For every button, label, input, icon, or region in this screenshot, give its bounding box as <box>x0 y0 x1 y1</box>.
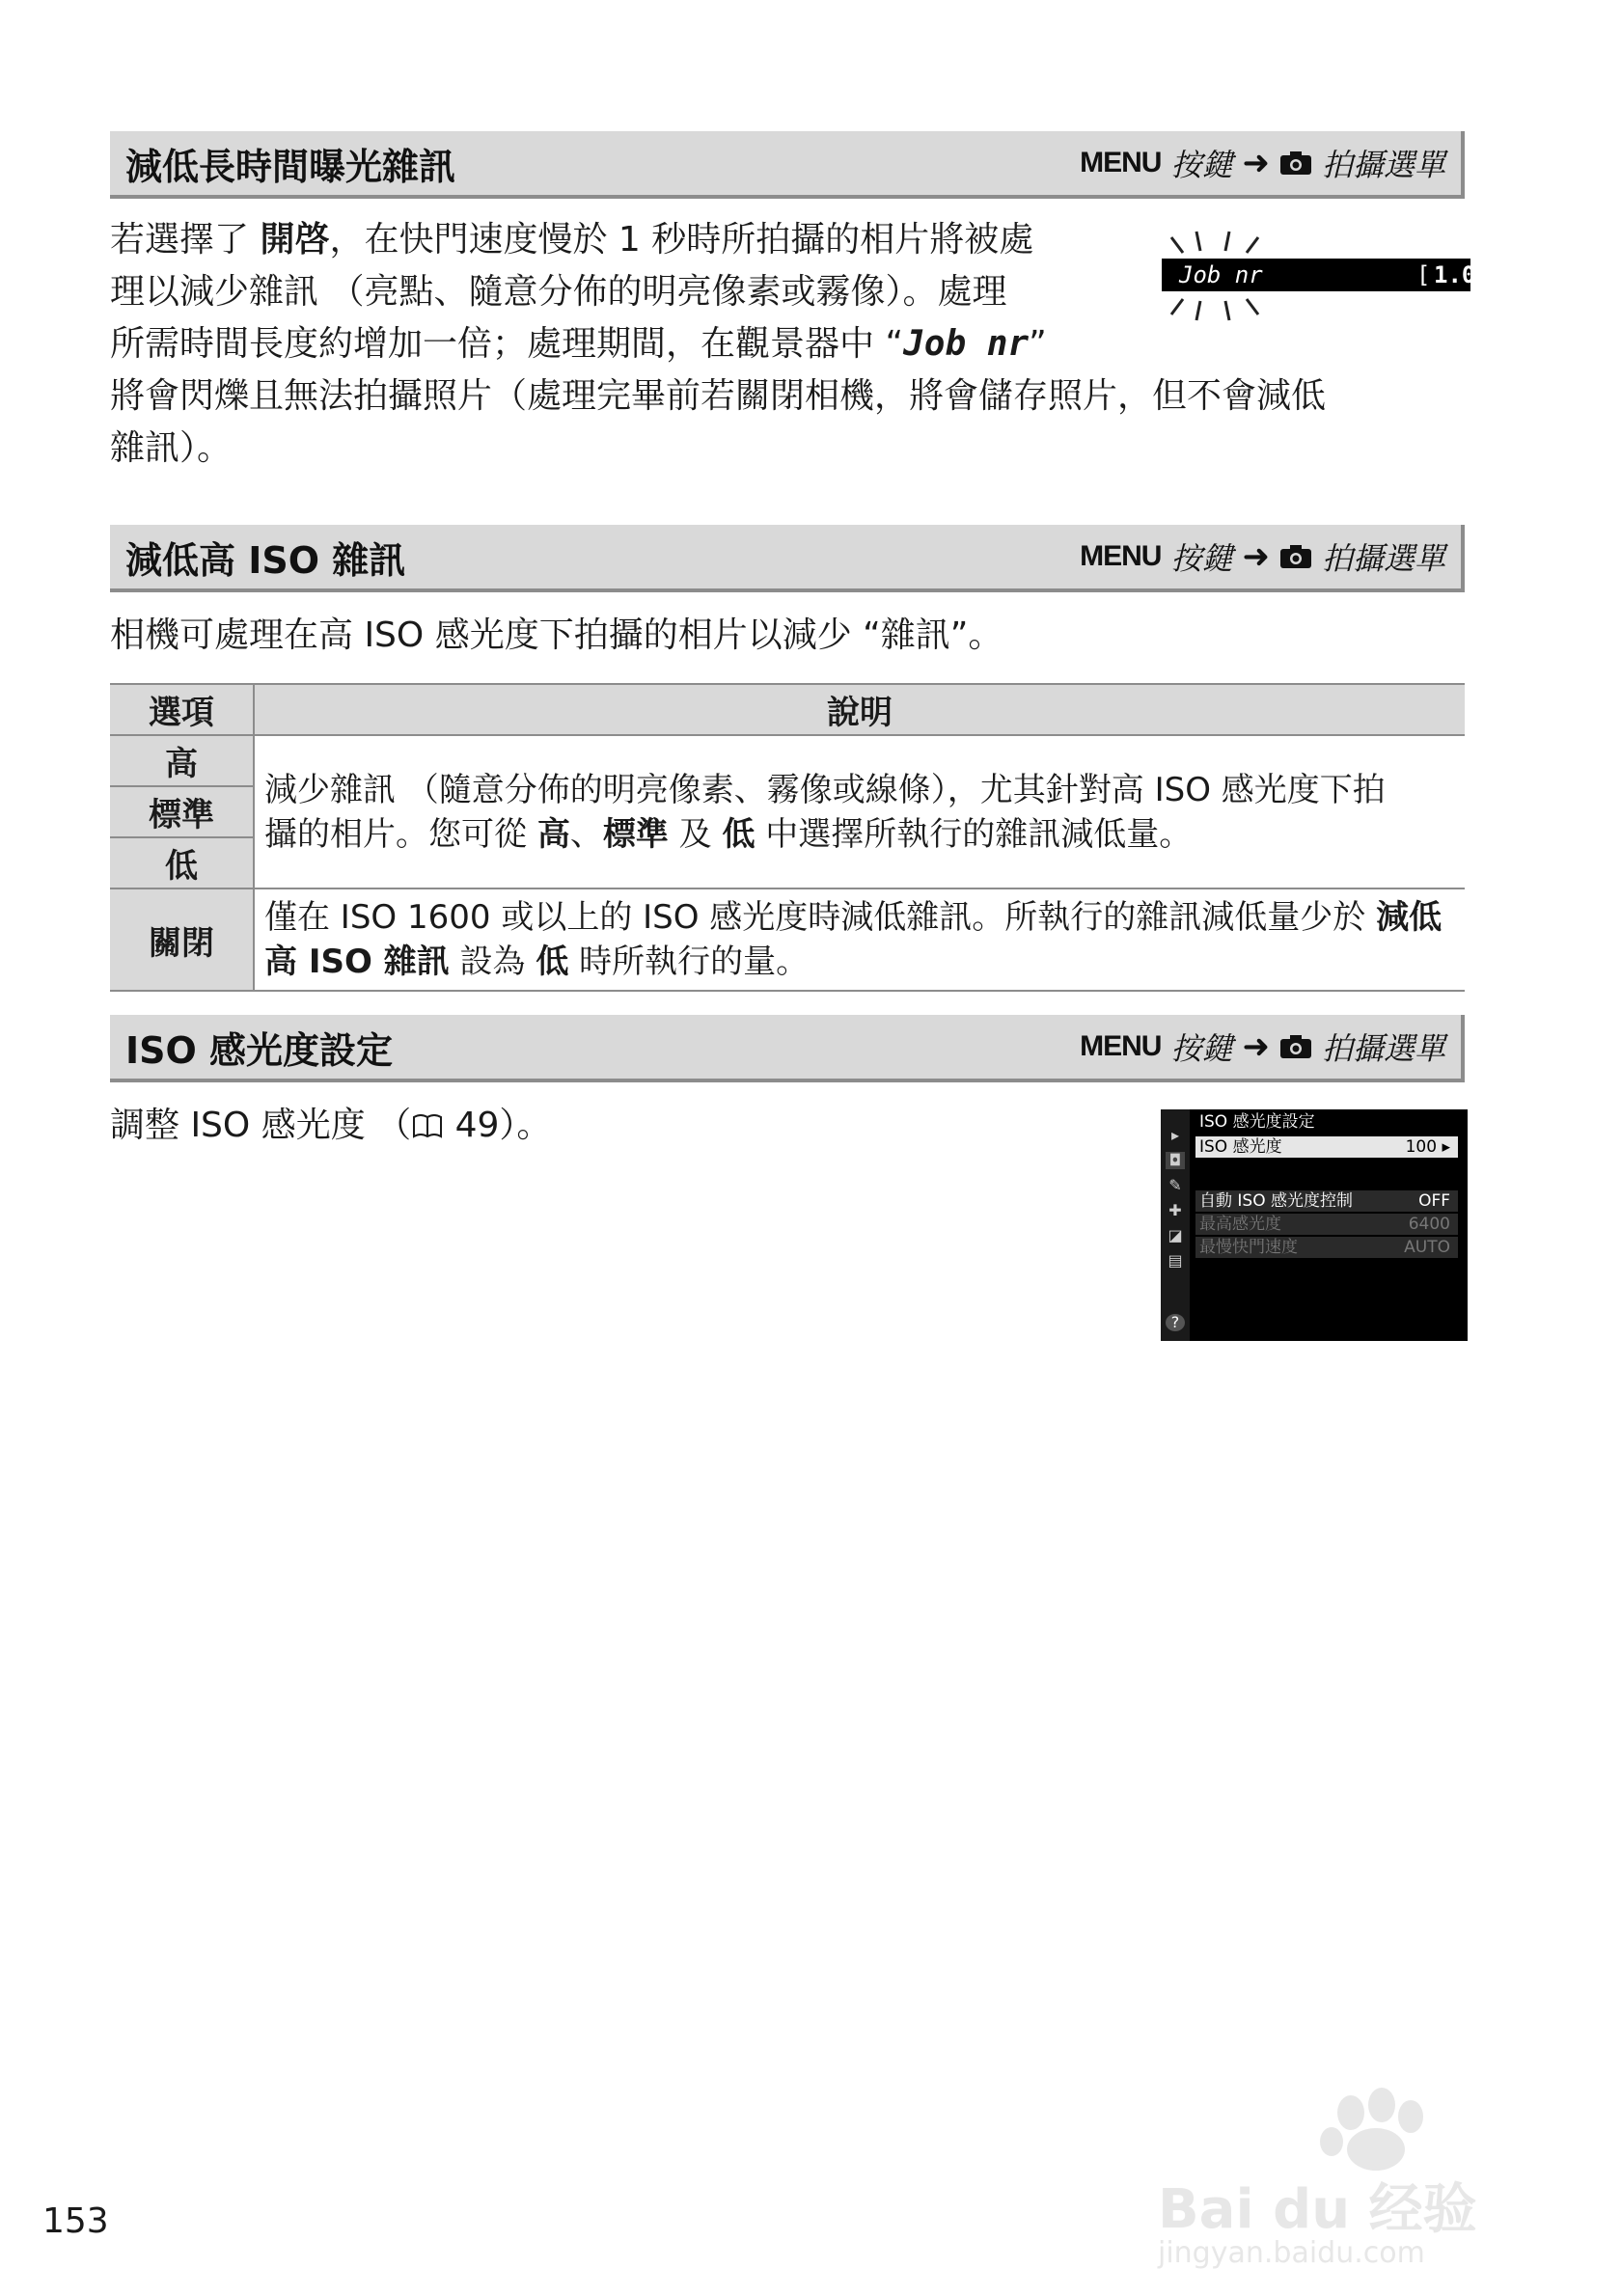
text-run: 中選擇所執行的雜訊減低量。 <box>755 814 1193 854</box>
watermark-logo <box>1158 2074 1544 2270</box>
text-run: 調整 ISO 感光度 （ <box>110 1106 412 1145</box>
table-row <box>110 888 1465 991</box>
menu-row-value: AUTO <box>1404 1238 1450 1257</box>
menu-row-label: 最高感光度 <box>1199 1215 1281 1234</box>
book-icon <box>411 1111 444 1140</box>
bold-term: 低 <box>722 814 756 854</box>
text-run: 、 <box>569 814 603 854</box>
text-run: 攝的相片。您可從 <box>264 814 537 854</box>
menu-key-label: MENU <box>1080 540 1162 572</box>
bold-term: 開啓 <box>260 220 330 260</box>
section-title: ISO 感光度設定 <box>125 1028 394 1072</box>
column-header-description: 說明 <box>254 684 1465 735</box>
viewfinder-display <box>1162 259 1476 291</box>
screen-title: ISO 感光度設定 <box>1199 1112 1315 1132</box>
viewfinder-value: 1.0 <box>1434 261 1476 288</box>
text-run: 若選擇了 <box>110 220 261 260</box>
menu-row-value: 6400 <box>1408 1215 1450 1234</box>
bold-term: 高 ISO 雜訊 <box>264 943 450 981</box>
page-reference: 49 <box>444 1106 500 1145</box>
camera-menu-screen <box>1161 1109 1468 1341</box>
long-exposure-paragraph <box>110 214 1152 370</box>
help-icon: ? <box>1166 1314 1185 1331</box>
menu-row-label: 最慢快門速度 <box>1199 1238 1298 1257</box>
wrench-icon: ✚ <box>1168 1201 1182 1219</box>
camera-icon: ◘ <box>1166 1152 1185 1169</box>
bold-term: 減低 <box>1376 898 1442 937</box>
bold-term: 低 <box>536 943 569 981</box>
options-table <box>110 683 1465 992</box>
menu-key-label: MENU <box>1080 1030 1162 1062</box>
text-line <box>110 214 1152 266</box>
menu-name: 拍攝選單 <box>1321 540 1445 577</box>
my-menu-icon: ▤ <box>1168 1251 1183 1270</box>
breadcrumb <box>1080 534 1445 579</box>
bold-term: 高 <box>536 814 570 854</box>
menu-row-iso[interactable] <box>1195 1136 1458 1158</box>
arrow-icon: ➜ <box>1242 537 1270 576</box>
retouch-icon: ◪ <box>1168 1226 1183 1244</box>
viewfinder-code: Job nr <box>903 324 1030 364</box>
arrow-icon: ➜ <box>1242 1027 1270 1066</box>
option-cell: 高 <box>110 735 254 786</box>
menu-row-value: OFF <box>1418 1191 1450 1211</box>
breadcrumb <box>1080 1025 1445 1069</box>
viewfinder-code: Job nr <box>1179 261 1263 288</box>
text-run: ” <box>1029 324 1047 364</box>
section-header-long-exposure <box>110 131 1465 199</box>
menu-row-auto-iso[interactable] <box>1195 1190 1458 1212</box>
text-run: 僅在 ISO 1600 或以上的 ISO 感光度時減低雜訊。所執行的雜訊減低量少於 <box>264 898 1377 937</box>
playback-icon: ▸ <box>1170 1126 1180 1144</box>
menu-row-max-sensitivity <box>1195 1214 1458 1235</box>
menu-sidebar <box>1161 1109 1190 1341</box>
breadcrumb <box>1080 141 1445 185</box>
section-header-high-iso <box>110 525 1465 592</box>
text-run: ，在快門速度慢於 1 秒時所拍攝的相片將被處 <box>329 220 1034 260</box>
button-label: 按鍵 <box>1170 147 1233 183</box>
camera-icon <box>1279 544 1312 569</box>
menu-row-min-shutter <box>1195 1237 1458 1258</box>
button-label: 按鍵 <box>1170 540 1233 577</box>
viewfinder-bracket: [ <box>1416 261 1431 288</box>
text-line <box>264 812 1455 857</box>
camera-icon <box>1279 150 1312 176</box>
watermark-brand: Bai du 经验 <box>1158 2178 1477 2241</box>
camera-icon <box>1279 1034 1312 1059</box>
text-line <box>110 318 1152 370</box>
button-label: 按鍵 <box>1170 1030 1233 1067</box>
section-title: 減低高 ISO 雜訊 <box>125 538 406 582</box>
description-cell <box>254 888 1465 991</box>
menu-key-label: MENU <box>1080 147 1162 178</box>
watermark-url: jingyan.baidu.com <box>1158 2236 1425 2270</box>
option-cell: 標準 <box>110 786 254 837</box>
text-run: 時所執行的量。 <box>568 943 810 981</box>
menu-row-value: 100 ▸ <box>1405 1137 1450 1157</box>
section-header-iso-settings <box>110 1015 1465 1082</box>
description-cell <box>254 735 1465 888</box>
text-line <box>264 895 1455 940</box>
menu-row-label: ISO 感光度 <box>1199 1137 1282 1157</box>
text-line: 減少雜訊 （隨意分佈的明亮像素、霧像或線條），尤其針對高 ISO 感光度下拍 <box>264 770 1386 809</box>
table-header-row <box>110 684 1465 735</box>
text-line: 將會閃爍且無法拍攝照片（處理完畢前若關閉相機，將會儲存照片，但不會減低 <box>110 376 1327 416</box>
text-run: ）。 <box>499 1106 552 1145</box>
menu-name: 拍攝選單 <box>1321 147 1445 183</box>
text-run: 所需時間長度約增加一倍；處理期間，在觀景器中 “ <box>110 324 904 364</box>
pencil-icon: ✎ <box>1168 1176 1182 1194</box>
section-title: 減低長時間曝光雜訊 <box>125 145 456 188</box>
option-cell: 關閉 <box>110 888 254 991</box>
option-cell: 低 <box>110 837 254 888</box>
iso-settings-intro <box>110 1100 551 1152</box>
arrow-icon: ➜ <box>1242 144 1270 182</box>
long-exposure-paragraph-cont <box>110 370 1465 475</box>
high-iso-intro: 相機可處理在高 ISO 感光度下拍攝的相片以減少 “雜訊”。 <box>110 615 1003 655</box>
bold-term: 標準 <box>602 814 669 854</box>
text-run: 及 <box>668 814 723 854</box>
text-line <box>264 940 1455 984</box>
column-header-option: 選項 <box>110 684 254 735</box>
text-line: 理以減少雜訊 （亮點、隨意分佈的明亮像素或霧像）。處理 <box>110 272 1007 312</box>
text-line: 雜訊）。 <box>110 428 233 468</box>
table-row <box>110 735 1465 786</box>
menu-name: 拍攝選單 <box>1321 1030 1445 1067</box>
menu-row-label: 自動 ISO 感光度控制 <box>1199 1191 1353 1211</box>
page-number: 153 <box>42 2201 109 2241</box>
text-run: 設為 <box>449 943 536 981</box>
